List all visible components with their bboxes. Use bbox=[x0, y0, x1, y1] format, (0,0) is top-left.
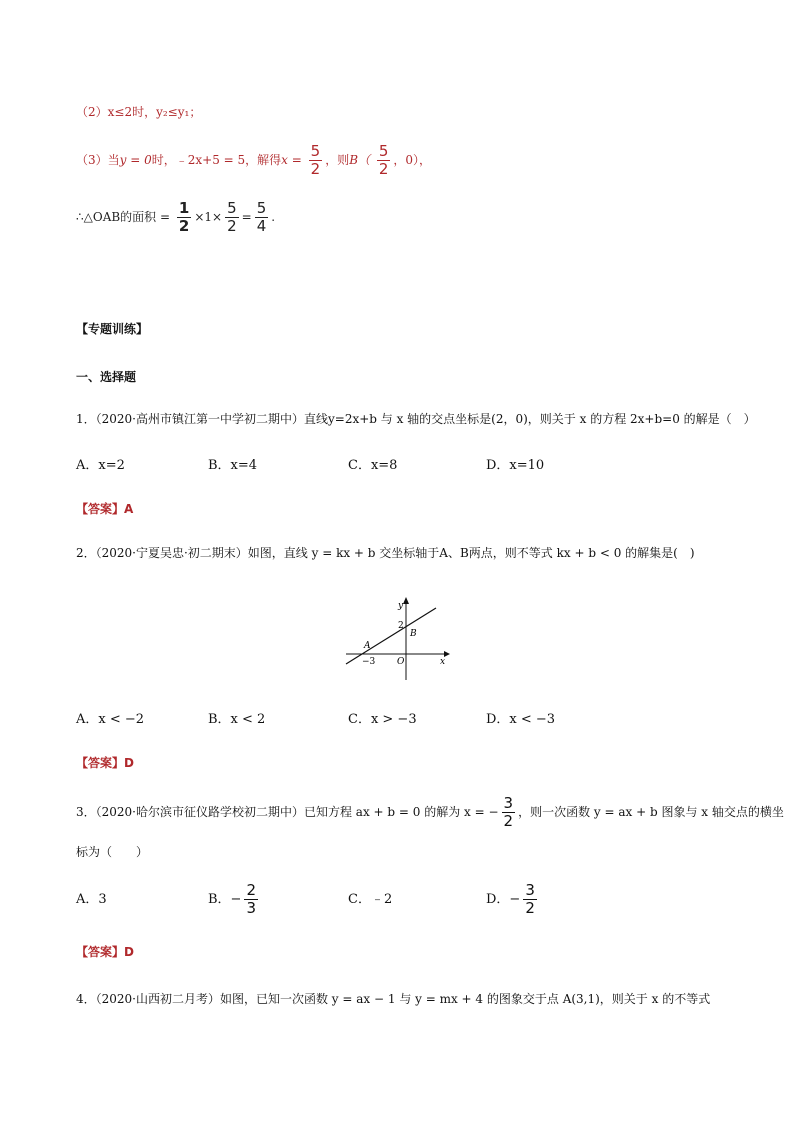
area-equals: = bbox=[241, 210, 252, 224]
fraction-numerator: 3 bbox=[503, 794, 514, 812]
x-axis-label: x bbox=[440, 657, 446, 667]
x-tick-label: −3 bbox=[362, 657, 376, 667]
point-b: B（ bbox=[349, 153, 371, 167]
subsection-title: 一、选择题 bbox=[76, 370, 137, 384]
q1-option-b: B．x=4 bbox=[208, 458, 258, 473]
q3-option-b bbox=[208, 880, 261, 920]
q1-option-a: A．x=2 bbox=[76, 458, 125, 473]
q3-text-a: 3．（2020·哈尔滨市征仪路学校初二期中）已知方程 ax + b = 0 的解为 x = − bbox=[76, 805, 499, 819]
q2-answer: 【答案】D bbox=[76, 756, 134, 770]
fraction-denominator: 2 bbox=[525, 899, 535, 917]
fraction bbox=[309, 143, 323, 178]
fraction-numerator: 5 bbox=[227, 199, 237, 217]
fraction bbox=[225, 200, 239, 235]
part3-eq1: y = 0 bbox=[119, 153, 152, 167]
part3-eq2: x = bbox=[281, 153, 302, 167]
q3-text-b: ，则一次函数 y = ax + b 图象与 x 轴交点的横坐 bbox=[518, 805, 784, 819]
area-prefix: ∴△OAB的面积 = bbox=[76, 210, 171, 224]
q3-option-c: C．﹣2 bbox=[348, 892, 393, 907]
q3-answer: 【答案】D bbox=[76, 945, 134, 959]
fraction bbox=[523, 882, 537, 917]
question-4-text: 4．（2020·山西初二月考）如图，已知一次函数 y = ax − 1 与 y = mx + 4 的图象交于点 A(3,1)，则关于 x 的不等式 bbox=[76, 992, 711, 1006]
fraction-denominator: 2 bbox=[378, 160, 389, 178]
option-prefix: B．− bbox=[208, 892, 242, 907]
fraction-numerator: 5 bbox=[378, 142, 389, 160]
fraction-numerator: 5 bbox=[310, 142, 321, 160]
fraction bbox=[377, 143, 391, 178]
area-times: ×1× bbox=[194, 210, 223, 224]
solution-part3 bbox=[76, 140, 431, 180]
part3-end: ，0）， bbox=[393, 153, 432, 167]
fraction-denominator: 2 bbox=[503, 812, 514, 830]
fraction-numerator: 2 bbox=[246, 881, 256, 899]
y-tick-label: 2 bbox=[398, 621, 404, 631]
q3-option-d bbox=[486, 880, 540, 920]
fraction-denominator: 2 bbox=[178, 217, 190, 235]
part3-prefix: （3）当 bbox=[76, 153, 120, 167]
question-3-text-cont: 标为（ ） bbox=[76, 845, 149, 859]
q2-option-a: A．x < −2 bbox=[76, 712, 145, 727]
fraction-denominator: 2 bbox=[310, 160, 321, 178]
point-b-label: B bbox=[410, 629, 417, 639]
y-axis-arrow bbox=[403, 597, 409, 604]
solution-area bbox=[76, 197, 275, 237]
line-y-kx-b bbox=[346, 608, 436, 664]
q1-answer: 【答案】A bbox=[76, 502, 134, 516]
fraction bbox=[177, 200, 191, 235]
fraction bbox=[255, 200, 269, 235]
fraction-numerator: 1 bbox=[178, 199, 190, 217]
q2-coordinate-figure bbox=[340, 594, 452, 682]
q1-option-c: C．x=8 bbox=[348, 458, 398, 473]
origin-label: O bbox=[397, 657, 405, 667]
fraction bbox=[244, 882, 258, 917]
q3-option-a: A．3 bbox=[76, 892, 107, 907]
y-axis-label: y bbox=[398, 601, 404, 611]
q2-option-d: D．x < −3 bbox=[486, 712, 556, 727]
question-2-text: 2．（2020·宁夏吴忠·初二期末）如图，直线 y = kx + b 交坐标轴于A、B两点，则不等式 kx + b < 0 的解集是( ) bbox=[76, 546, 695, 560]
q1-option-d: D．x=10 bbox=[486, 458, 545, 473]
fraction bbox=[502, 795, 516, 830]
fraction-denominator: 3 bbox=[246, 899, 256, 917]
q2-option-c: C．x > −3 bbox=[348, 712, 417, 727]
fraction-denominator: 4 bbox=[256, 217, 267, 235]
fraction-numerator: 3 bbox=[525, 881, 535, 899]
section-title: 【专题训练】 bbox=[76, 322, 149, 336]
question-1-text: 1．（2020·高州市镇江第一中学初二期中）直线y=2x+b 与 x 轴的交点坐标是(2，0)，则关于 x 的方程 2x+b=0 的解是（ ） bbox=[76, 412, 756, 426]
q2-option-b: B．x < 2 bbox=[208, 712, 266, 727]
solution-part2: （2）x≤2时，y₂≤y₁； bbox=[76, 105, 202, 119]
part3-then: ，则 bbox=[325, 153, 350, 167]
part3-mid: 时，﹣2x+5 = 5，解得 bbox=[151, 153, 282, 167]
point-a-label: A bbox=[364, 641, 371, 651]
option-prefix: D．− bbox=[486, 892, 521, 907]
question-3-text bbox=[76, 792, 784, 832]
area-end: . bbox=[271, 210, 276, 224]
fraction-numerator: 5 bbox=[256, 199, 267, 217]
fraction-denominator: 2 bbox=[227, 217, 237, 235]
